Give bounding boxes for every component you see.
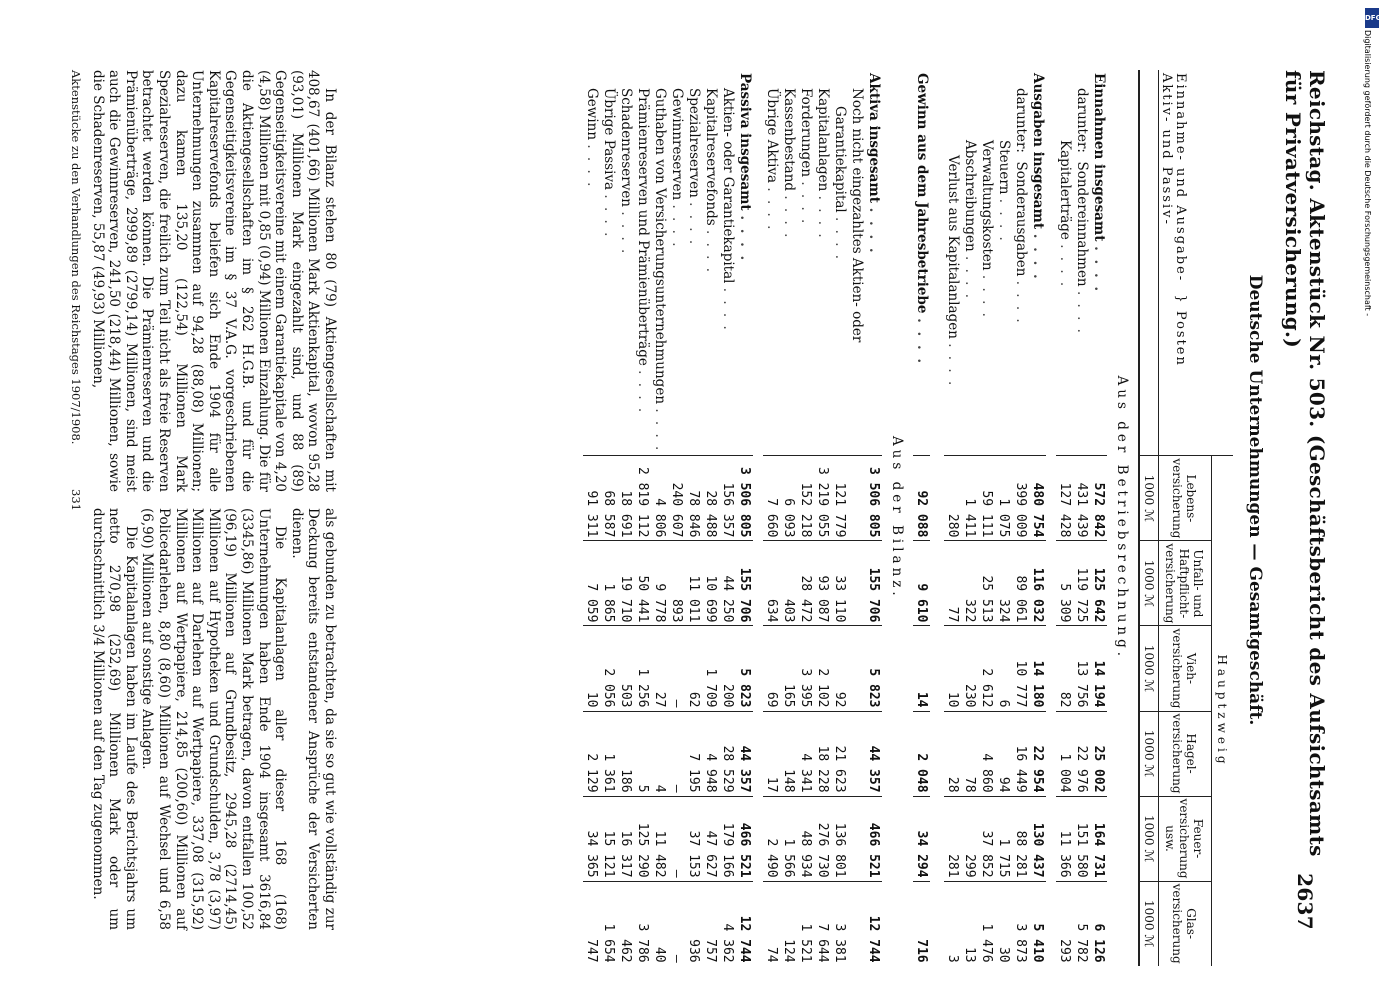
table-cell: 2 056	[600, 626, 617, 711]
branch-header: Hauptzweig	[1212, 456, 1234, 966]
table-row	[944, 70, 961, 966]
table-cell: 3 381	[831, 881, 865, 966]
table-cell: 293	[1056, 881, 1073, 966]
table-cell: 18 691	[617, 456, 634, 541]
table-cell: 33 110	[831, 541, 865, 626]
row-label-text: Verwaltungskosten	[979, 140, 995, 271]
row-label: Guthaben von Versicherungsunternehmungen . . . .	[652, 88, 668, 453]
table-cell: 28 472	[797, 541, 814, 626]
table-cell: 124	[780, 881, 797, 966]
footer-page-number: 331	[69, 489, 83, 511]
row-label: Passiva insgesamt . . . .	[737, 73, 753, 263]
row-label-text: Gewinn aus dem Jahresbetriebe	[914, 73, 930, 314]
column-header	[1159, 626, 1212, 711]
table-cell: 148	[780, 711, 797, 796]
table-cell: 572 842	[1090, 456, 1107, 541]
table-row	[1090, 70, 1107, 966]
table-cell: 2 102	[814, 626, 831, 711]
row-label-text: Ausgaben insgesamt	[1030, 73, 1046, 230]
table-cell: 1 715	[995, 796, 1012, 881]
table-row	[961, 70, 978, 966]
table-cell: 403	[780, 541, 797, 626]
table-row	[702, 70, 719, 966]
table-cell: 2 048	[913, 711, 930, 796]
table-cell: 10	[944, 626, 961, 711]
header-title: Reichstag. Aktenstück Nr. 503. (Geschäftsbericht des Aufsichtsamts für Privatversicherung.)	[1281, 70, 1329, 857]
table-row	[865, 70, 882, 966]
table-row	[600, 70, 617, 966]
row-label: Aktien- oder Garantiekapital . . . .	[720, 88, 736, 332]
table-cell: 1 361	[600, 711, 617, 796]
table-cell: 5 782	[1073, 881, 1090, 966]
row-label-text: Kassenbestand	[781, 88, 797, 192]
table-cell: 50 441	[634, 541, 651, 626]
column-header	[1159, 796, 1212, 881]
table-cell: 88 281	[1012, 796, 1029, 881]
table-cell: 634	[763, 541, 780, 626]
table-cell: 1 654	[600, 881, 617, 966]
table-cell: 466 521	[736, 796, 753, 881]
page-header	[1281, 70, 1329, 930]
table-cell: 27	[651, 626, 668, 711]
row-prefix: darunter:	[1074, 88, 1090, 153]
rubric-line-1: Einnahme- und Ausgabe-	[1173, 73, 1188, 283]
table-cell: 4 362	[719, 881, 736, 966]
page-number: 2637	[1293, 873, 1317, 930]
row-label-text: Guthaben von Versicherungsunternehmungen	[652, 88, 668, 405]
table-cell: 125 290	[634, 796, 651, 881]
table-cell: 276 730	[814, 796, 831, 881]
table-cell: 2 490	[763, 796, 780, 881]
table-cell: 13 756	[1073, 626, 1090, 711]
table-cell: 92 088	[913, 456, 930, 541]
table-cell: 9 610	[913, 541, 930, 626]
table-cell: 16 317	[617, 796, 634, 881]
row-label: Aktiva insgesamt . . . .	[866, 73, 882, 255]
table-cell: 2 129	[583, 711, 600, 796]
unit-label: 1000 ℳ	[1139, 796, 1159, 881]
table-cell: 28 529	[719, 711, 736, 796]
table-cell: 2 819 112	[634, 456, 651, 541]
table-cell: 14 194	[1090, 626, 1107, 711]
table-cell: 4 341	[797, 711, 814, 796]
table-cell: 4 806	[651, 456, 668, 541]
table-row	[763, 70, 780, 966]
unit-label: 1000 ℳ	[1139, 456, 1159, 541]
table-cell: 34 294	[913, 796, 930, 881]
table-cell: 5 410	[1029, 881, 1046, 966]
column-header	[1159, 541, 1212, 626]
row-label-text: Steuern	[996, 140, 1012, 195]
table-cell: 12 744	[865, 881, 882, 966]
table-cell: 503	[617, 626, 634, 711]
table-cell: 25 002	[1090, 711, 1107, 796]
row-label: Übrige Passiva . . . .	[601, 88, 617, 239]
unit-label: 1000 ℳ	[1139, 881, 1159, 966]
table-row	[668, 70, 685, 966]
row-label-text: Gewinn	[584, 88, 600, 141]
row-label: Steuern . . . .	[996, 140, 1012, 243]
table-cell: 7 195	[685, 711, 702, 796]
row-label: Abschreibungen . . . .	[962, 140, 978, 301]
table-cell: —	[668, 711, 685, 796]
table-cell: 893	[668, 541, 685, 626]
table-cell: 130 437	[1029, 796, 1046, 881]
statistics-table	[583, 70, 1233, 966]
table-cell: 11 482	[651, 796, 668, 881]
table-cell: 91 311	[583, 456, 600, 541]
row-label-text: Übrige Passiva	[601, 88, 617, 191]
column-label: Feuer- versicherung usw.	[1163, 798, 1205, 879]
column-header	[1159, 456, 1212, 541]
table-cell: 68 587	[600, 456, 617, 541]
table-cell: 48 934	[797, 796, 814, 881]
row-label: Prämienreserven und Prämienüberträge . . . .	[635, 88, 651, 415]
table-cell: 179 166	[719, 796, 736, 881]
row-label-text: Einnahmen insgesamt	[1091, 73, 1107, 242]
table-cell: 34 365	[583, 796, 600, 881]
table-row	[978, 70, 995, 966]
paragraph: als gebunden zu betrachten, da sie so gut wie vollständig zur Deckung bereits entstandener Ansprüche der Versicherten dienen.	[288, 508, 338, 930]
row-label: Gewinn . . . .	[584, 88, 600, 189]
row-prefix: darunter:	[1013, 88, 1029, 153]
table-cell: 119 725	[1073, 541, 1090, 626]
row-label: Einnahmen insgesamt . . . .	[1091, 73, 1107, 294]
rubric-posten: Posten	[1173, 310, 1188, 367]
table-cell: 1 256	[634, 626, 651, 711]
column-label: Glas- versicherung	[1170, 883, 1198, 964]
table-row	[831, 70, 865, 966]
table-cell: 3 506 805	[736, 456, 753, 541]
table-cell: 89 061	[1012, 541, 1029, 626]
table-cell: 5 823	[865, 626, 882, 711]
table-cell: 82	[1056, 626, 1073, 711]
table-cell: 230	[961, 626, 978, 711]
unit-label: 1000 ℳ	[1139, 541, 1159, 626]
rubric-line-2: Aktiv- und Passiv-	[1159, 73, 1174, 226]
table-cell: 324	[995, 541, 1012, 626]
table-row	[736, 70, 753, 966]
table-cell: 757	[702, 881, 719, 966]
table-cell: 6	[995, 626, 1012, 711]
table-cell: 165	[780, 626, 797, 711]
table-cell: 44 357	[736, 711, 753, 796]
row-label-text: Spezialreserven	[686, 88, 702, 198]
table-cell: 462	[617, 881, 634, 966]
table-cell: 1 075	[995, 456, 1012, 541]
row-label-text: Verlust aus Kapitalanlagen	[945, 155, 961, 339]
table-cell: 4	[651, 711, 668, 796]
table-cell: 17	[763, 711, 780, 796]
row-label-text-2: Garantiekapital	[832, 106, 848, 213]
table-cell: 22 976	[1073, 711, 1090, 796]
table-cell: 1 865	[600, 541, 617, 626]
footer-source: Aktenstücke zu den Verhandlungen des Reichstages 1907/1908.	[69, 70, 83, 445]
table-cell: 37 852	[978, 796, 995, 881]
table-cell: 299	[961, 796, 978, 881]
table-cell: 44 357	[865, 711, 882, 796]
table-cell: 7 059	[583, 541, 600, 626]
row-label: darunter: Sondereinnahmen . . . .	[1074, 88, 1090, 335]
table-cell: 14 180	[1029, 626, 1046, 711]
table-row	[913, 70, 930, 966]
table-cell: 28 488	[702, 456, 719, 541]
row-label: Kassenbestand . . . .	[781, 88, 797, 240]
table-cell: 2 612	[978, 626, 995, 711]
table-row	[719, 70, 736, 966]
table-cell: 151 580	[1073, 796, 1090, 881]
table-cell: 37 153	[685, 796, 702, 881]
table-cell: 94	[995, 711, 1012, 796]
digitisation-text: Digitalisierung gefördert durch die Deutsche Forschungsgemeinschaft -	[1363, 30, 1372, 317]
table-row	[995, 70, 1012, 966]
table-body	[583, 70, 1139, 966]
table-row	[1012, 70, 1029, 966]
page-subtitle: Deutsche Unternehmungen — Gesamtgeschäft.	[1245, 274, 1265, 726]
table-cell: —	[668, 881, 685, 966]
table-cell: 280	[944, 456, 961, 541]
row-label-text: Passiva insgesamt	[737, 73, 753, 211]
table-cell: 1 521	[797, 881, 814, 966]
row-label: Kapitalerträge . . . .	[1057, 140, 1073, 289]
paragraph: Die Kapitalanlagen haben im Laufe des Berichtsjahrs um netto 270,98 (252,69) Millionen Mark oder um durchschnittlich 3/4 Millionen auf den Tag zugenommen.	[89, 508, 139, 930]
row-label-text: Kapitalanlagen	[815, 88, 831, 192]
row-label-text: Noch nicht eingezahltes Aktien- oder	[849, 88, 865, 343]
table-cell: 240 607	[668, 456, 685, 541]
row-label: Verwaltungskosten . . . .	[979, 140, 995, 319]
table-row	[685, 70, 702, 966]
table-cell: 9 778	[651, 541, 668, 626]
section-heading: Aus der Bilanz.	[889, 435, 905, 600]
table-cell: 6 126	[1090, 881, 1107, 966]
unit-label: 1000 ℳ	[1139, 711, 1159, 796]
table-cell: 47 627	[702, 796, 719, 881]
column-label: Vieh- versicherung	[1170, 628, 1198, 709]
row-label: Noch nicht eingezahltes Aktien- oder Garantiekapital . . . .	[832, 88, 865, 343]
row-label-text: Gewinnreserven	[669, 88, 685, 201]
table-cell: 136 801	[831, 796, 865, 881]
table-cell: 1 004	[1056, 711, 1073, 796]
row-label: Ausgaben insgesamt . . . .	[1030, 73, 1046, 281]
table-cell: 1 411	[961, 456, 978, 541]
column-header	[1159, 711, 1212, 796]
table-cell: 15 121	[600, 796, 617, 881]
table-cell: 5 309	[1056, 541, 1073, 626]
table-cell: 59 111	[978, 456, 995, 541]
table-cell: 7 644	[814, 881, 831, 966]
table-cell: 21 623	[831, 711, 865, 796]
table-cell: 74	[763, 881, 780, 966]
table-cell: 3 395	[797, 626, 814, 711]
row-label-text: Forderungen	[798, 88, 814, 178]
table-row	[583, 70, 600, 966]
table-cell: 28	[944, 711, 961, 796]
row-label: Verlust aus Kapitalanlagen . . . .	[945, 155, 961, 388]
row-label-text: Kapitalerträge	[1057, 140, 1073, 240]
row-label-text: Übrige Aktiva	[764, 88, 780, 184]
column-label: Lebens- versicherung	[1170, 458, 1198, 539]
table-cell: 92	[831, 626, 865, 711]
text-column-left	[89, 70, 338, 492]
column-label: Hagel- versicherung	[1170, 713, 1198, 794]
table-cell: 281	[944, 796, 961, 881]
table-cell: 10	[583, 626, 600, 711]
table-cell: 127 428	[1056, 456, 1073, 541]
table-row	[1029, 70, 1046, 966]
table-cell: 77	[944, 541, 961, 626]
text-columns	[89, 70, 338, 930]
table-cell: 1 476	[978, 881, 995, 966]
row-label-text: Schadenreserven	[618, 88, 634, 208]
table-row	[651, 70, 668, 966]
table-cell: 155 706	[736, 541, 753, 626]
table-cell: 44 250	[719, 541, 736, 626]
table-cell: 399 009	[1012, 456, 1029, 541]
text-column-right	[89, 508, 338, 930]
row-label-text: Sondereinnahmen	[1074, 161, 1090, 287]
table-cell: 10 777	[1012, 626, 1029, 711]
row-label: Forderungen . . . .	[798, 88, 814, 226]
table-cell: 116 032	[1029, 541, 1046, 626]
table-row	[617, 70, 634, 966]
table-row	[814, 70, 831, 966]
table-row	[780, 70, 797, 966]
row-label: Kapitalanlagen . . . .	[815, 88, 831, 240]
table-cell: 200	[719, 626, 736, 711]
table-cell: 3 219 055	[814, 456, 831, 541]
table-cell: —	[668, 796, 685, 881]
table-cell: 186	[617, 711, 634, 796]
table-cell: 3	[944, 881, 961, 966]
table-row	[634, 70, 651, 966]
table-cell: 3 506 805	[865, 456, 882, 541]
row-label-text: Sonderausgaben	[1013, 161, 1029, 277]
table-cell: 480 754	[1029, 456, 1046, 541]
table-cell: 3 873	[1012, 881, 1029, 966]
table-cell: 14	[913, 626, 930, 711]
rubric-header: Einnahme- und Ausgabe- } Posten Aktiv- und Passiv-	[1159, 73, 1188, 367]
table-cell: 121 779	[831, 456, 865, 541]
table-cell: 164 731	[1090, 796, 1107, 881]
row-label: Schadenreserven . . . .	[618, 88, 634, 256]
table-cell: 6 093	[780, 456, 797, 541]
table-cell: 152 218	[797, 456, 814, 541]
table-cell: 466 521	[865, 796, 882, 881]
table-cell: 78 846	[685, 456, 702, 541]
row-label: Übrige Aktiva . . . .	[764, 88, 780, 232]
table-cell: 716	[913, 881, 930, 966]
table-cell: 18 228	[814, 711, 831, 796]
table-cell: 78	[961, 711, 978, 796]
row-label: Gewinn aus dem Jahresbetriebe . . . .	[914, 73, 930, 366]
row-label: darunter: Sonderausgaben . . . .	[1013, 88, 1029, 325]
table-cell: 4 948	[702, 711, 719, 796]
table-cell: 62	[685, 626, 702, 711]
table-row	[797, 70, 814, 966]
table-cell: 40	[651, 881, 668, 966]
table-cell: 93 087	[814, 541, 831, 626]
row-label: Spezialreserven . . . .	[686, 88, 702, 247]
table-cell: 16 449	[1012, 711, 1029, 796]
unit-label: 1000 ℳ	[1139, 626, 1159, 711]
table-cell: 30	[995, 881, 1012, 966]
table-cell: 12 744	[736, 881, 753, 966]
row-label-text: Aktien- oder Garantiekapital	[720, 88, 736, 284]
table-row	[1073, 70, 1090, 966]
dfg-logo: DFG	[1365, 8, 1379, 28]
table-cell: 19 710	[617, 541, 634, 626]
table-cell: 322	[961, 541, 978, 626]
table-cell: 125 642	[1090, 541, 1107, 626]
table-cell: 25 513	[978, 541, 995, 626]
table-row	[1056, 70, 1073, 966]
row-label-text: Aktiva insgesamt	[866, 73, 882, 203]
row-label: Kapitalreservefonds . . . .	[703, 88, 719, 275]
table-cell: 10 699	[702, 541, 719, 626]
section-heading: Aus der Betriebsrechnung.	[1114, 375, 1130, 661]
table-cell: 936	[685, 881, 702, 966]
table-cell: 4 860	[978, 711, 995, 796]
table-cell: 156 357	[719, 456, 736, 541]
table-cell: 3 786	[634, 881, 651, 966]
table-cell: 11 011	[685, 541, 702, 626]
table-cell: 22 954	[1029, 711, 1046, 796]
table-cell: 5 823	[736, 626, 753, 711]
paragraph: In der Bilanz stehen 80 (79) Aktiengesellschaften mit 408,67 (401,66) Millionen Mark Aktienkapital, wovon 95,28 (93,01) Millionen Mark eingezahlt sind, und 88 (89) Gegenseitigkeitsvereine mit einem Garantiekapitale von 4,20 (4,58) Millionen mit 0,85 (0,94) Millionen Einzahlung. Die für die Aktiengesellschaften im § 262 H.G.B. und für die Gegenseitigkeitsvereine im § 37 V.A.G. vorgeschriebenen Kapitalreservefonds beliefen sich Ende 1904 für alle Unternehmungen zusammen auf 94,28 (88,08) Millionen; dazu kamen 135,20 (122,54) Millionen Mark Spezialreserven, die freilich zum Teil nicht als freie Reserven betrachtet werden können. Die Prämienreserven und die Prämienüberträge, 2999,89 (2799,14) Millionen, sind meist auch die Gewinnreserven, 241,50 (218,44) Millionen, sowie die Schadenreserven, 55,87 (49,93) Millionen,	[89, 70, 338, 492]
table-cell: 747	[583, 881, 600, 966]
table-cell: 7 660	[763, 456, 780, 541]
column-label: Unfall- und Haftpflicht- versicherung	[1163, 543, 1205, 624]
table-cell: 69	[763, 626, 780, 711]
table-cell: 431 439	[1073, 456, 1090, 541]
table-cell: —	[668, 626, 685, 711]
table-cell: 11 366	[1056, 796, 1073, 881]
table-cell: 5	[634, 711, 651, 796]
row-label: Gewinnreserven . . . .	[669, 88, 685, 249]
table-cell: 155 706	[865, 541, 882, 626]
row-label-text: Prämienreserven und Prämienüberträge	[635, 88, 651, 366]
paragraph: Die Kapitalanlagen aller dieser 168 (168) Unternehmungen haben Ende 1904 insgesamt 3616,84 (3345,86) Millionen Mark betragen, davon entfallen 100,52 (96,19) Millionen auf Grundbesitz, 2945,28 (2714,45) Millionen auf Hypotheken und Grundschulden, 3,78 (3,97) Millionen auf Darlehen auf Wertpapiere, 337,08 (315,92) Millionen auf Wertpapiere, 214,85 (200,60) Millionen auf Policedarlehen, 8,80 (8,60) Millionen auf Wechsel und 6,58 (6,90) Millionen auf sonstige Anlagen.	[139, 508, 289, 930]
row-label-text: Kapitalreservefonds	[703, 88, 719, 226]
table-cell: 1 566	[780, 796, 797, 881]
table-cell: 1 709	[702, 626, 719, 711]
column-header	[1159, 881, 1212, 966]
table-cell: 13	[961, 881, 978, 966]
row-label-text: Abschreibungen	[962, 140, 978, 252]
